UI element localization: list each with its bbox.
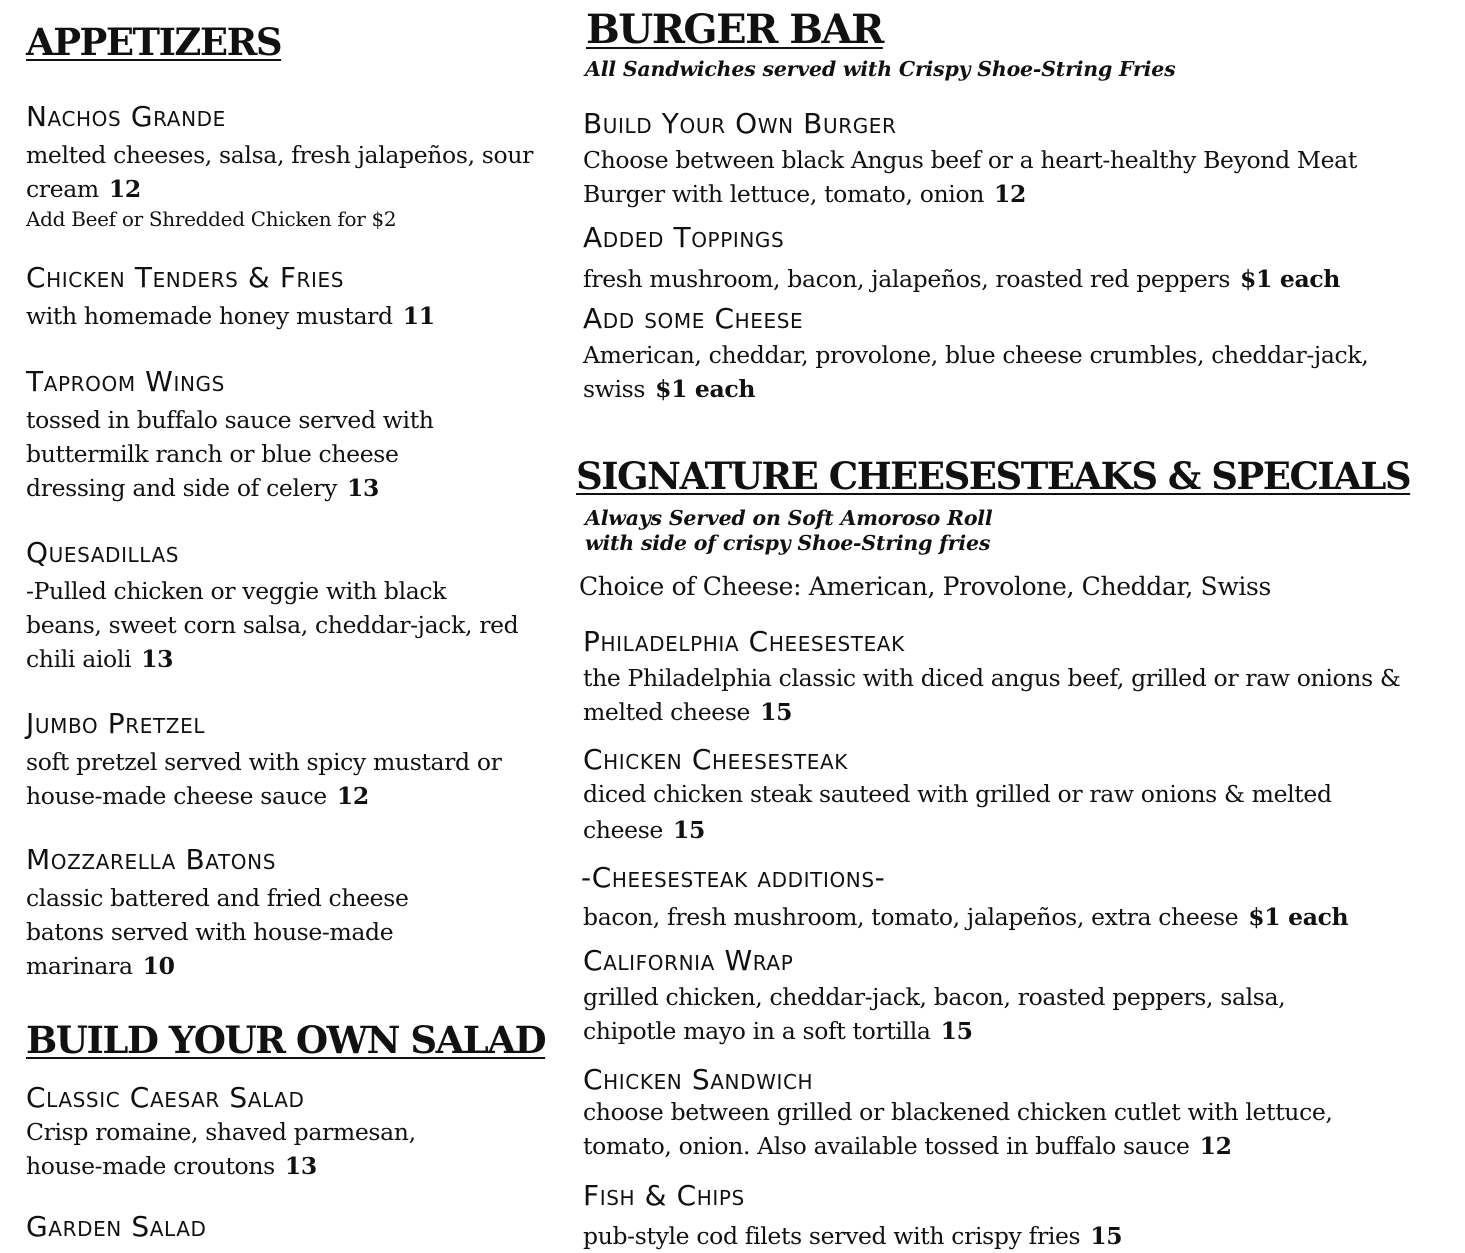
cheesesteaks-subtitle-line2: with side of crispy Shoe-String fries	[585, 531, 991, 555]
cheesesteaks-subtitle-line1: Always Served on Soft Amoroso Roll	[585, 506, 993, 530]
item-price: 12	[1199, 1132, 1232, 1160]
menu-item-quesadillas	[26, 536, 526, 676]
item-description: melted cheeses, salsa, fresh jalapeños, sour cream 12	[26, 141, 533, 203]
item-description: American, cheddar, provolone, blue cheese crumbles, cheddar-jack, swiss $1 each	[583, 341, 1369, 403]
item-name: Added Toppings	[583, 221, 785, 254]
item-price: $1 each	[1240, 265, 1341, 293]
item-price: 15	[760, 698, 793, 726]
item-price: $1 each	[655, 375, 756, 403]
item-price: 13	[284, 1152, 317, 1180]
menu-item-added-toppings	[583, 221, 1443, 296]
item-description: -Pulled chicken or veggie with black beans, sweet corn salsa, cheddar-jack, red chili aioli 13	[26, 577, 519, 673]
menu-item-caesar-salad	[26, 1081, 476, 1183]
item-name: California Wrap	[583, 944, 794, 977]
item-description: Choose between black Angus beef or a heart-healthy Beyond Meat Burger with lettuce, tomato, onion 12	[583, 146, 1357, 208]
item-name: Taproom Wings	[26, 365, 225, 398]
item-name: Nachos Grande	[26, 100, 226, 133]
menu-item-cheesesteak-additions	[581, 861, 1441, 934]
item-name: Chicken Cheesesteak	[583, 743, 849, 776]
item-description: the Philadelphia classic with diced angus beef, grilled or raw onions & melted cheese 15	[583, 664, 1401, 726]
menu-item-chicken-tenders	[26, 261, 536, 333]
item-description: Crisp romaine, shaved parmesan, house-made croutons 13	[26, 1118, 416, 1180]
item-name: Quesadillas	[26, 536, 180, 569]
menu-item-jumbo-pretzel	[26, 707, 536, 813]
salad-heading: BUILD YOUR OWN SALAD	[26, 1018, 546, 1062]
item-name: Jumbo Pretzel	[26, 707, 206, 740]
item-name: Garden Salad	[26, 1210, 207, 1243]
item-price: 15	[672, 816, 705, 844]
item-name: Build Your Own Burger	[583, 107, 897, 140]
item-name: Chicken Tenders & Fries	[26, 261, 345, 294]
item-description: bacon, fresh mushroom, tomato, jalapeños, extra cheese $1 each	[583, 903, 1349, 931]
item-description: with homemade honey mustard 11	[26, 302, 435, 330]
item-description: fresh mushroom, bacon, jalapeños, roasted red peppers $1 each	[583, 265, 1341, 293]
item-price: $1 each	[1248, 903, 1349, 931]
item-name: Philadelphia Cheesesteak	[583, 625, 905, 658]
item-price: 10	[142, 952, 175, 980]
item-price: 12	[108, 175, 141, 203]
menu-item-chicken-cheesesteak	[583, 743, 1413, 848]
appetizers-heading: APPETIZERS	[26, 20, 282, 64]
menu-item-taproom-wings	[26, 365, 496, 505]
item-name: Mozzarella Batons	[26, 843, 276, 876]
item-price: 13	[347, 474, 380, 502]
item-description: tossed in buffalo sauce served with buttermilk ranch or blue cheese dressing and side of celery 13	[26, 406, 434, 502]
menu-item-fish-and-chips	[583, 1179, 1443, 1253]
burger-bar-heading: BURGER BAR	[586, 6, 883, 53]
cheesesteaks-heading: SIGNATURE CHEESESTEAKS & SPECIALS	[576, 454, 1411, 498]
menu-item-build-your-own-burger	[583, 107, 1383, 211]
item-description: diced chicken steak sauteed with grilled or raw onions & melted cheese 15	[583, 780, 1332, 844]
item-description: pub-style cod filets served with crispy fries 15	[583, 1222, 1123, 1250]
item-name: Chicken Sandwich	[583, 1063, 814, 1096]
item-name: Add some Cheese	[583, 302, 804, 335]
item-name: -Cheesesteak additions-	[581, 861, 886, 894]
item-name: Classic Caesar Salad	[26, 1081, 305, 1114]
item-description: grilled chicken, cheddar-jack, bacon, roasted peppers, salsa, chipotle mayo in a soft tortilla 15	[583, 983, 1286, 1045]
menu-item-philadelphia-cheesesteak	[583, 625, 1453, 729]
item-name: Fish & Chips	[583, 1179, 745, 1212]
menu-item-chicken-sandwich	[583, 1063, 1418, 1163]
item-description: choose between grilled or blackened chicken cutlet with lettuce, tomato, onion. Also available tossed in buffalo sauce 12	[583, 1098, 1333, 1160]
item-price: 13	[141, 645, 174, 673]
menu-item-nachos	[26, 100, 536, 232]
menu-item-california-wrap	[583, 944, 1363, 1048]
item-price: 12	[336, 782, 369, 810]
menu-item-garden-salad	[26, 1210, 526, 1243]
menu-item-add-some-cheese	[583, 302, 1393, 406]
item-price: 15	[940, 1017, 973, 1045]
item-price: 12	[994, 180, 1027, 208]
item-price: 15	[1090, 1222, 1123, 1250]
item-description: soft pretzel served with spicy mustard or house-made cheese sauce 12	[26, 748, 502, 810]
cheese-choice-note: Choice of Cheese: American, Provolone, Cheddar, Swiss	[579, 572, 1271, 601]
item-note: Add Beef or Shredded Chicken for $2	[26, 207, 397, 231]
item-description: classic battered and fried cheese batons served with house-made marinara 10	[26, 884, 409, 980]
menu-item-mozzarella-batons	[26, 843, 466, 983]
burger-bar-subtitle: All Sandwiches served with Crispy Shoe-String Fries	[585, 57, 1176, 81]
item-price: 11	[402, 302, 435, 330]
